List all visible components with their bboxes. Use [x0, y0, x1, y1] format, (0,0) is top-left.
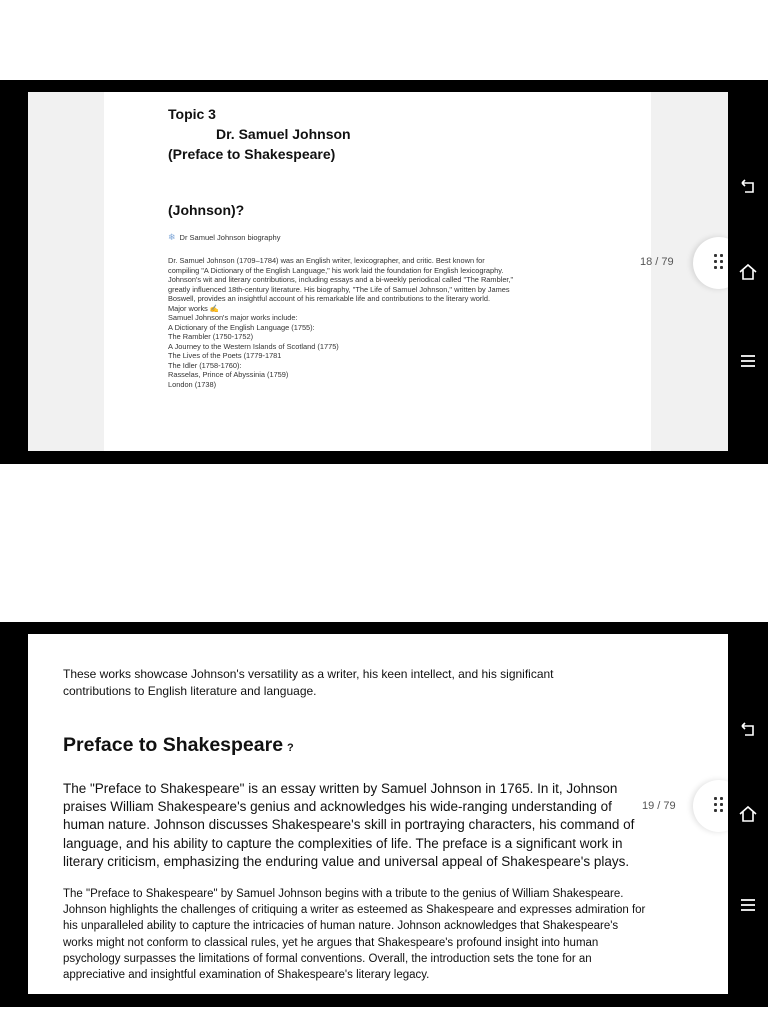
work-title: (Preface to Shakespeare)	[168, 146, 336, 162]
home-icon	[738, 263, 758, 281]
menu-button[interactable]	[733, 890, 763, 920]
bio-line: The Lives of the Poets (1779-1781	[168, 351, 282, 360]
document-page	[104, 92, 651, 451]
menu-button[interactable]	[733, 346, 763, 376]
bio-line: Samuel Johnson's major works include:	[168, 313, 298, 322]
back-button[interactable]	[733, 172, 763, 202]
bio-line: The Idler (1758-1760):	[168, 360, 242, 370]
heading-question-mark: ?	[287, 742, 294, 754]
bio-line: Major works ✍	[168, 303, 220, 313]
intro-paragraph: These works showcase Johnson's versatility as a writer, his keen intellect, and his significant contributions to English literature and language.	[63, 667, 554, 698]
menu-icon	[740, 353, 756, 369]
bio-line: Rasselas, Prince of Abyssinia (1759)	[168, 370, 289, 379]
bio-line: London (1738)	[168, 379, 217, 389]
bio-line: Boswell, provides an insightful account of his remarkable life and contributions to the literary world.	[168, 294, 491, 303]
grip-dots-icon	[714, 254, 724, 270]
back-icon	[739, 178, 757, 196]
scroll-grip-handle[interactable]	[693, 237, 728, 289]
question-heading: (Johnson)?	[168, 202, 245, 218]
home-button[interactable]	[733, 257, 763, 287]
home-button[interactable]	[733, 799, 763, 829]
home-icon	[738, 805, 758, 823]
bio-line: Johnson's wit and literary contributions, including essays and a bi-weekly periodical called "The Rambler,"	[168, 275, 514, 284]
search-chip-label: Dr Samuel Johnson biography	[179, 233, 281, 242]
grip-dots-icon	[714, 797, 724, 813]
back-icon	[739, 721, 757, 739]
bio-line: The Rambler (1750-1752)	[168, 332, 254, 341]
page-counter: 19 / 79	[642, 800, 676, 812]
menu-icon	[740, 897, 756, 913]
bio-line: Dr. Samuel Johnson (1709–1784) was an English writer, lexicographer, and critic. Best known for	[168, 256, 485, 265]
biography-text	[168, 256, 598, 389]
paragraph-introduction: The "Preface to Shakespeare" by Samuel Johnson begins with a tribute to the genius of William Shakespeare. Johnson highlights the challenges of critiquing a writer as esteemed as Shakespeare and expresses admiration for his unparalleled ability to capture the intricacies of human nature. Johnson acknowledges that Shakespeare's works might not conform to classical rules, yet he argues that Shakespeare's profound insight into human psychology surpasses the limitations of formal conventions. Overall, the introduction sets the tone for an appreciative and insightful examination of Shakespeare's literary legacy.	[63, 888, 646, 982]
section-heading-text: Preface to Shakespeare	[63, 734, 284, 756]
page-counter: 18 / 79	[640, 256, 674, 268]
search-chip[interactable]	[168, 232, 280, 243]
bio-line: A Journey to the Western Islands of Scotland (1775)	[168, 341, 339, 351]
bio-line: A Dictionary of the English Language (1755):	[168, 322, 315, 332]
system-nav-bar	[728, 622, 768, 1007]
topic-label: Topic 3	[168, 106, 216, 122]
paragraph-summary: The "Preface to Shakespeare" is an essay written by Samuel Johnson in 1765. In it, Johnson praises William Shakespeare's genius and acknowledges his wide-ranging understanding of human nature. Johnson discusses Shakespeare's skill in portraying characters, his command of language, and his ability to capture the complexities of life. The preface is a significant work in literary criticism, emphasizing the enduring value and universal appeal of Shakespeare's plays.	[63, 781, 635, 869]
search-chip-icon: ❄	[168, 232, 176, 242]
screenshot-page-18	[0, 80, 768, 464]
bio-line: compiling "A Dictionary of the English Language," his work laid the foundation for English lexicography.	[168, 265, 504, 275]
scroll-grip-handle[interactable]	[693, 780, 728, 832]
document-viewer[interactable]	[28, 634, 728, 994]
document-viewer[interactable]	[28, 92, 728, 451]
bio-line: greatly influenced 18th-century literature. His biography, "The Life of Samuel Johnson," written by James	[168, 284, 510, 294]
back-button[interactable]	[733, 715, 763, 745]
system-nav-bar	[728, 80, 768, 464]
author-name: Dr. Samuel Johnson	[216, 126, 351, 142]
section-heading	[63, 734, 294, 757]
screenshot-page-19	[0, 622, 768, 1007]
